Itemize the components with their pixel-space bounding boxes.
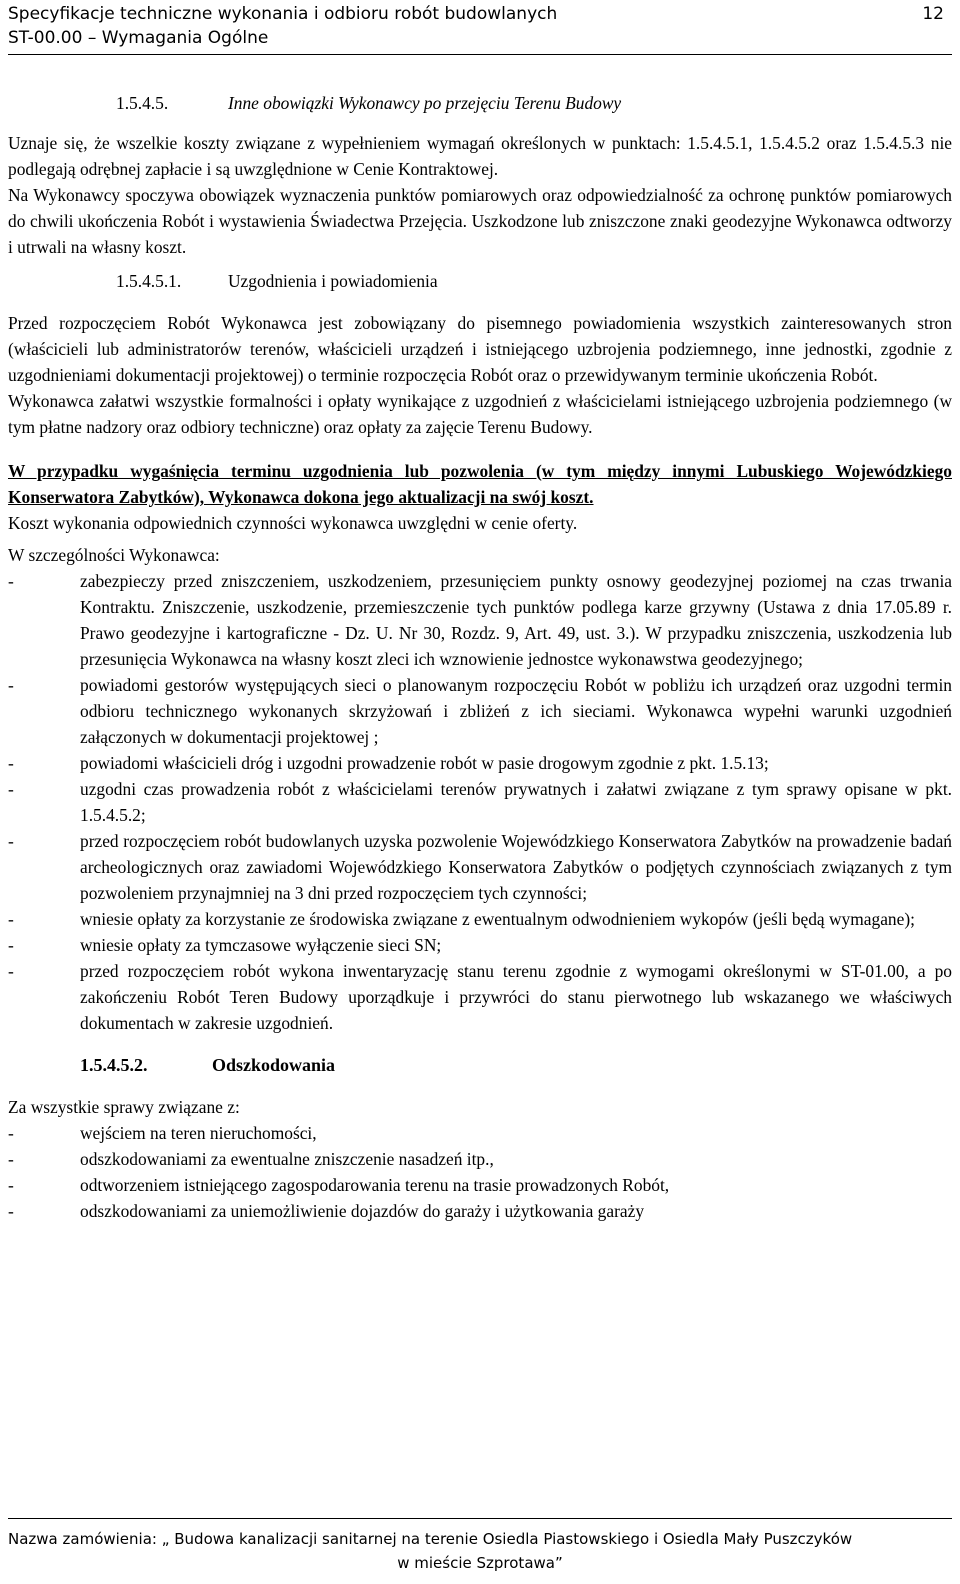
footer-divider xyxy=(8,1518,952,1519)
paragraph: Przed rozpoczęciem Robót Wykonawca jest zobowiązany do pisemnego powiadomienia wszystkich zainteresowanych stron (właścicieli lub administratorów terenów, właścicieli urządzeń i istniejącego uzbrojenia podziemnego, inne jednostki, zgodnie z uzgodnieniami dokumentacji projektowej) o terminie rozpoczęcia Robót oraz o przewidywanym terminie ukończenia Robót. xyxy=(8,313,952,385)
list-item: - uzgodni czas prowadzenia robót z właścicielami terenów prywatnych i załatwi związane z tym sprawy opisane w pkt. 1.5.4.5.2; xyxy=(8,776,952,828)
obligations-list xyxy=(8,568,952,1036)
page-header xyxy=(8,0,952,56)
list-item: - wniesie opłaty za tymczasowe wyłączenie sieci SN; xyxy=(8,932,952,958)
header-subtitle: ST-00.00 – Wymagania Ogólne xyxy=(8,28,269,48)
section-title: Odszkodowania xyxy=(212,1055,336,1075)
paragraph: Koszt wykonania odpowiednich czynności wykonawca uwzględni w cenie oferty. xyxy=(8,513,578,533)
section-number: 1.5.4.5.1. xyxy=(116,271,182,291)
list-item: - powiadomi gestorów występujących sieci o planowanym rozpoczęciu Robót w pobliżu ich urządzeń oraz uzgodni termin odbioru technicznego wykonanych skrzyżowań i zbliżeń z ich sieciami. Wykonawca wypełni warunki uzgodnień załączonych w dokumentacji projektowej ; xyxy=(8,672,952,750)
paragraph: Wykonawca załatwi wszystkie formalności i opłaty wynikające z uzgodnień z właścicielami istniejącego uzbrojenia podziemnego (w tym płatne nadzory oraz odbiory techniczne) oraz opłaty za zajęcie Terenu Budowy. xyxy=(8,391,952,437)
page-number: 12 xyxy=(922,4,944,24)
section-heading-1-5-4-5 xyxy=(8,90,952,116)
paragraph: Uznaje się, że wszelkie koszty związane z wypełnieniem wymagań określonych w punktach: 1.5.4.5.1, 1.5.4.5.2 oraz 1.5.4.5.3 nie podlegają odrębnej zapłacie i są uwzględnione w Cenie Kontraktowej. xyxy=(8,133,952,179)
header-title: Specyfikacje techniczne wykonania i odbioru robót budowlanych xyxy=(8,4,558,24)
list-item: - odtworzeniem istniejącego zagospodarowania terenu na trasie prowadzonych Robót, xyxy=(8,1172,952,1198)
section-number: 1.5.4.5.2. xyxy=(80,1055,148,1075)
compensation-list xyxy=(8,1120,952,1224)
paragraph: Za wszystkie sprawy związane z: xyxy=(8,1097,240,1117)
paragraph: Na Wykonawcy spoczywa obowiązek wyznaczenia punktów pomiarowych oraz odpowiedzialność za ochronę punktów pomiarowych do chwili ukończenia Robót i wystawienia Świadectwa Przejęcia. Uszkodzone lub zniszczone znaki geodezyjne Wykonawca odtworzy i utrwali na własny koszt. xyxy=(8,185,952,257)
footer-order-name-cont: w mieście Szprotawa” xyxy=(397,1554,563,1572)
section-title: Inne obowiązki Wykonawcy po przejęciu Terenu Budowy xyxy=(228,93,622,113)
section-number: 1.5.4.5. xyxy=(116,93,169,113)
section-title: Uzgodnienia i powiadomienia xyxy=(228,271,438,291)
list-item: - przed rozpoczęciem robót wykona inwentaryzację stanu terenu zgodnie z wymogami określonymi w ST-01.00, a po zakończeniu Robót Teren Budowy uporządkuje i przywróci do stanu pierwotnego lub wskazanego we właściwych dokumentach w zakresie uzgodnień. xyxy=(8,958,952,1036)
bold-notice: W przypadku wygaśnięcia terminu uzgodnienia lub pozwolenia (w tym między innymi Lubuskiego Wojewódzkiego Konserwatora Zabytków), Wykonawca dokona jego aktualizacji na swój koszt. xyxy=(8,461,952,507)
list-item: - odszkodowaniami za uniemożliwienie dojazdów do garaży i użytkowania garaży xyxy=(8,1198,952,1224)
section-heading-1-5-4-5-1 xyxy=(8,268,952,294)
header-divider xyxy=(8,54,952,55)
page-footer xyxy=(8,1518,952,1575)
paragraph: W szczególności Wykonawca: xyxy=(8,545,220,565)
list-item: - przed rozpoczęciem robót budowlanych uzyska pozwolenie Wojewódzkiego Konserwatora Zabytków na prowadzenie badań archeologicznych oraz zawiadomi Wojewódzkiego Konserwatora Zabytków o podjętych czynnościach związanych z tym pozwoleniem przynajmniej na 3 dni przed rozpoczęciem tych czynności; xyxy=(8,828,952,906)
section-heading-1-5-4-5-2 xyxy=(80,1052,952,1078)
list-item: - wejściem na teren nieruchomości, xyxy=(8,1120,952,1146)
footer-order-name: Nazwa zamówienia: „ Budowa kanalizacji sanitarnej na terenie Osiedla Piastowskiego i Osiedla Mały Puszczyków xyxy=(8,1530,853,1548)
list-item: - powiadomi właścicieli dróg i uzgodni prowadzenie robót w pasie drogowym zgodnie z pkt. 1.5.13; xyxy=(8,750,952,776)
document-body xyxy=(8,88,952,1224)
list-item: - zabezpieczy przed zniszczeniem, uszkodzeniem, przesunięciem punkty osnowy geodezyjnej poziomej na czas trwania Kontraktu. Zniszczenie, uszkodzenie, przemieszczenie tych punktów podlega karze grzywny (Ustawa z dnia 17.05.89 r. Prawo geodezyjne i kartograficzne - Dz. U. Nr 30, Rozdz. 9, Art. 49, ust. 3.). W przypadku zniszczenia, uszkodzenia lub przesunięcia Wykonawca na własny koszt zleci ich wznowienie jednostce wykonawstwa geodezyjnego; xyxy=(8,568,952,672)
list-item: - wniesie opłaty za korzystanie ze środowiska związane z ewentualnym odwodnieniem wykopów (jeśli będą wymagane); xyxy=(8,906,952,932)
list-item: - odszkodowaniami za ewentualne zniszczenie nasadzeń itp., xyxy=(8,1146,952,1172)
